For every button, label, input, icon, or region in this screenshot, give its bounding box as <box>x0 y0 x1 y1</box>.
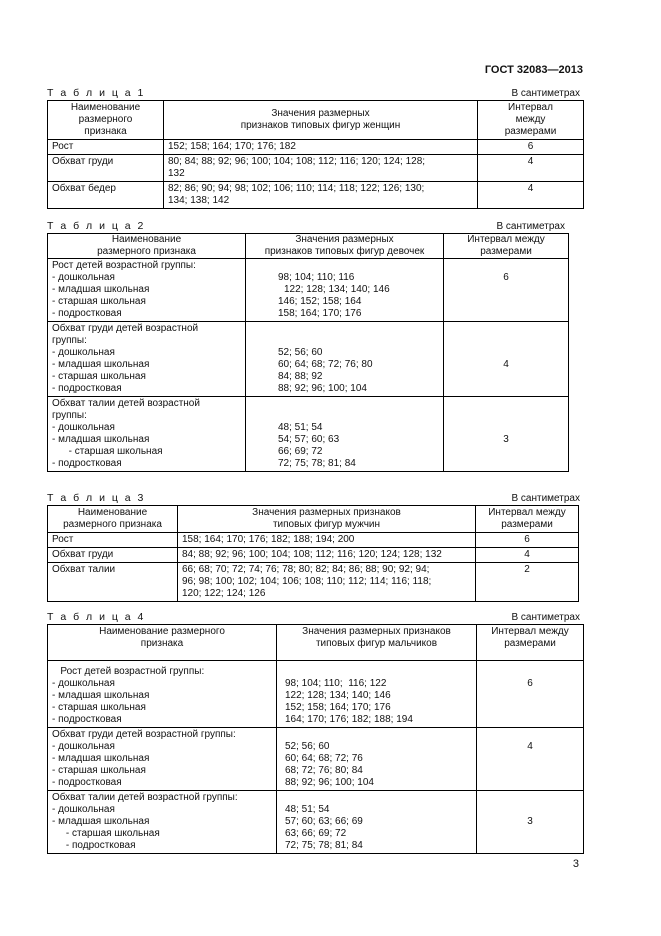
group-values: 52; 56; 60 60; 64; 68; 72; 76 68; 72; 76; 80; 84 88; 92; 96; 100; 104 <box>277 728 477 791</box>
table1-head-c1: Наименование размерного признака <box>48 101 164 140</box>
table4-head-c3: Интервал между размерами <box>477 625 584 661</box>
row-values: 158; 164; 170; 176; 182; 188; 194; 200 <box>178 533 476 548</box>
row-interval: 4 <box>478 155 584 182</box>
table1-head-c3: Интервал между размерами <box>478 101 584 140</box>
row-name: Обхват груди <box>48 155 164 182</box>
table1-header-row <box>48 101 584 140</box>
table2-header-row <box>48 234 569 259</box>
row-name: Обхват бедер <box>48 182 164 209</box>
group-interval: 6 <box>444 259 569 322</box>
row-interval: 2 <box>476 563 579 602</box>
table3-header-row <box>48 506 579 533</box>
group-values: 48; 51; 54 54; 57; 60; 63 66; 69; 72 72; 75; 78; 81; 84 <box>246 397 444 472</box>
group-interval: 6 <box>477 661 584 728</box>
table4-header-row <box>48 625 584 661</box>
page-number: 3 <box>572 858 579 870</box>
group-values: 98; 104; 110; 116 122; 128; 134; 140; 146 146; 152; 158; 164 158; 164; 170; 176 <box>246 259 444 322</box>
table2-head-c3: Интервал между размерами <box>444 234 569 259</box>
table-row <box>48 563 579 602</box>
row-interval: 4 <box>476 548 579 563</box>
table-row <box>48 661 584 728</box>
table3-head-c1: Наименование размерного признака <box>48 506 178 533</box>
group-interval: 4 <box>477 728 584 791</box>
group-values: 52; 56; 60 60; 64; 68; 72; 76; 80 84; 88; 92 88; 92; 96; 100; 104 <box>246 322 444 397</box>
group-values: 98; 104; 110; 116; 122 122; 128; 134; 140; 146 152; 158; 164; 170; 176 164; 170; 176; 182; 188; 194 <box>277 661 477 728</box>
table-row <box>48 182 584 209</box>
group-values: 48; 51; 54 57; 60; 63; 66; 69 63; 66; 69; 72 72; 75; 78; 81; 84 <box>277 791 477 854</box>
table3 <box>47 505 579 602</box>
table-row <box>48 397 569 472</box>
table-row <box>48 140 584 155</box>
table4-head-c1: Наименование размерного признака <box>48 625 277 661</box>
table1 <box>47 100 584 209</box>
row-interval: 4 <box>478 182 584 209</box>
row-name: Обхват груди <box>48 548 178 563</box>
row-name: Обхват талии <box>48 563 178 602</box>
group-interval: 3 <box>477 791 584 854</box>
table-row <box>48 533 579 548</box>
group-names: Рост детей возрастной группы: - дошкольная - младшая школьная - старшая школьная - подростковая <box>48 259 246 322</box>
table-row <box>48 548 579 563</box>
row-interval: 6 <box>478 140 584 155</box>
table2-caption: Т а б л и ц а 2 <box>47 220 146 232</box>
row-name: Рост <box>48 533 178 548</box>
group-names: Рост детей возрастной группы: - дошкольная - младшая школьная - старшая школьная - подростковая <box>48 661 277 728</box>
table4-unit: В сантиметрах <box>511 612 580 623</box>
table-row <box>48 322 569 397</box>
row-values: 152; 158; 164; 170; 176; 182 <box>164 140 478 155</box>
table3-caption: Т а б л и ц а 3 <box>47 492 146 504</box>
table4-caption: Т а б л и ц а 4 <box>47 611 146 623</box>
table2-unit: В сантиметрах <box>496 221 565 232</box>
table1-caption: Т а б л и ц а 1 <box>47 87 146 99</box>
table-row <box>48 728 584 791</box>
standard-number: ГОСТ 32083—2013 <box>484 64 583 76</box>
row-values: 80; 84; 88; 92; 96; 100; 104; 108; 112; 116; 120; 124; 128; 132 <box>164 155 478 182</box>
table-row <box>48 791 584 854</box>
row-values: 82; 86; 90; 94; 98; 102; 106; 110; 114; 118; 122; 126; 130; 134; 138; 142 <box>164 182 478 209</box>
row-values: 84; 88; 92; 96; 100; 104; 108; 112; 116; 120; 124; 128; 132 <box>178 548 476 563</box>
table4-head-c2: Значения размерных признаков типовых фигур мальчиков <box>277 625 477 661</box>
table-row <box>48 259 569 322</box>
table3-head-c3: Интервал между размерами <box>476 506 579 533</box>
table3-head-c2: Значения размерных признаков типовых фигур мужчин <box>178 506 476 533</box>
table-row <box>48 155 584 182</box>
table3-unit: В сантиметрах <box>511 493 580 504</box>
row-interval: 6 <box>476 533 579 548</box>
group-names: Обхват груди детей возрастной группы: - дошкольная - младшая школьная - старшая школьная - подростковая <box>48 728 277 791</box>
table2-head-c1: Наименование размерного признака <box>48 234 246 259</box>
table4 <box>47 624 584 854</box>
group-names: Обхват талии детей возрастной группы: - дошкольная - младшая школьная - старшая школьная - подростковая <box>48 397 246 472</box>
table1-head-c2: Значения размерных признаков типовых фигур женщин <box>164 101 478 140</box>
table2 <box>47 233 569 472</box>
group-names: Обхват талии детей возрастной группы: - дошкольная - младшая школьная - старшая школьная - подростковая <box>48 791 277 854</box>
group-interval: 3 <box>444 397 569 472</box>
row-values: 66; 68; 70; 72; 74; 76; 78; 80; 82; 84; 86; 88; 90; 92; 94; 96; 98; 100; 102; 104; 106; 108; 110; 112; 114; 116; 118; 120; 122; 124; 126 <box>178 563 476 602</box>
group-interval: 4 <box>444 322 569 397</box>
group-names: Обхват груди детей возрастной группы: - дошкольная - младшая школьная - старшая школьная - подростковая <box>48 322 246 397</box>
table2-head-c2: Значения размерных признаков типовых фигур девочек <box>246 234 444 259</box>
row-name: Рост <box>48 140 164 155</box>
table1-unit: В сантиметрах <box>511 88 580 99</box>
